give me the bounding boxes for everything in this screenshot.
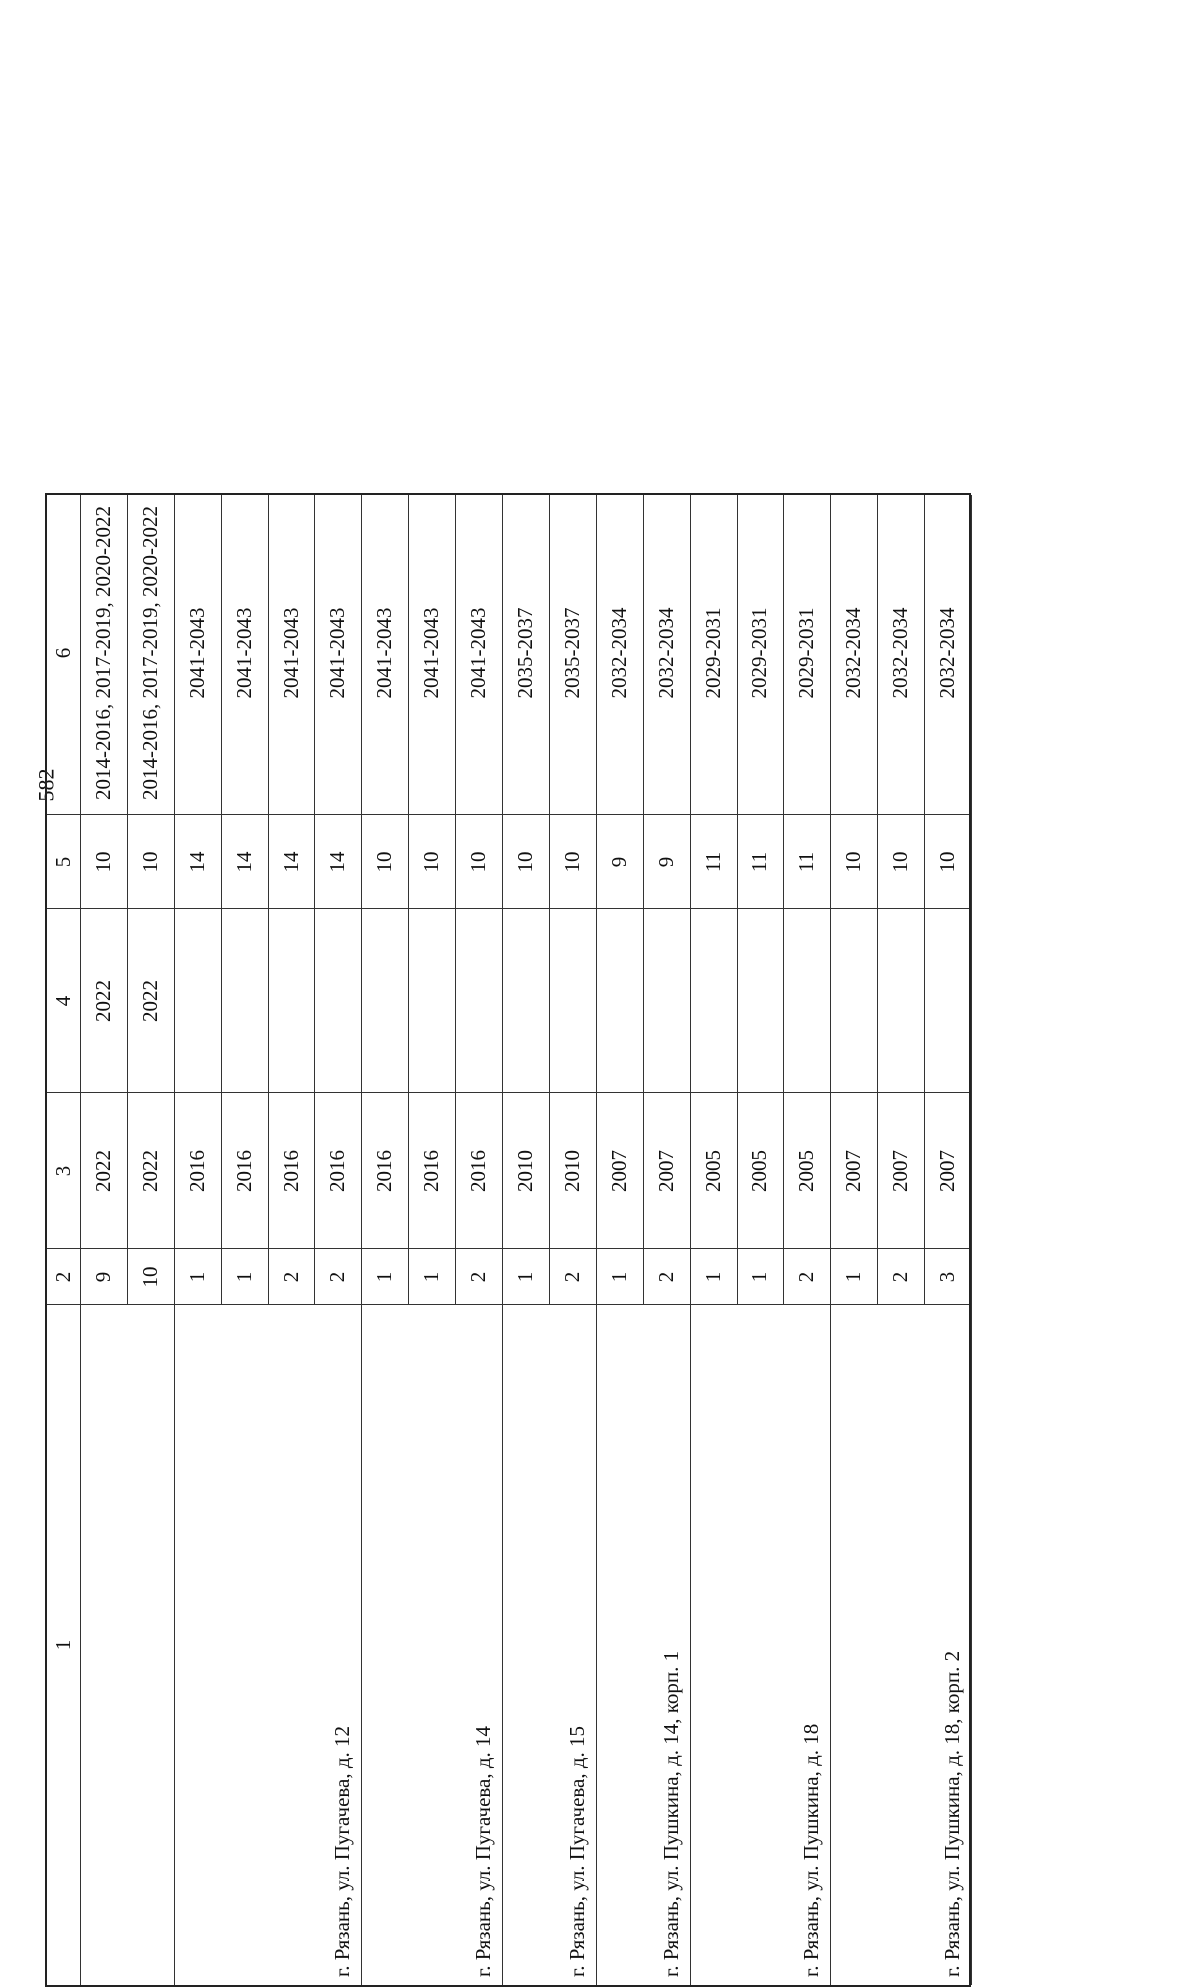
- table-cell-col4: [221, 909, 268, 1093]
- table-cell-col5: 10: [419, 851, 444, 873]
- table-cell-col2: 1: [841, 1271, 866, 1283]
- table-cell-col6: 2041-2043: [419, 607, 444, 699]
- table-cell-col2: 9: [90, 1271, 115, 1283]
- table-cell-col6: 2014-2016, 2017-2019, 2020-2022: [137, 506, 162, 800]
- table-cell-col5: 10: [466, 851, 491, 873]
- address-cell: г. Рязань, ул. Пугачева, д. 15: [564, 1725, 589, 1977]
- table-cell-col2: 1: [747, 1271, 772, 1283]
- table-cell-col2: 2: [794, 1271, 819, 1283]
- table-cell-col6: 2035-2037: [559, 607, 584, 699]
- table-cell-col5: 10: [137, 851, 162, 873]
- address-cell: г. Рязань, ул. Пугачева, д. 14: [471, 1725, 496, 1977]
- table-cell-col5: 14: [278, 851, 303, 873]
- table-cell-col6: 2029-2031: [794, 607, 819, 699]
- table-cell-col4: [549, 909, 596, 1093]
- table-cell-col4: [268, 909, 315, 1093]
- address-cell: г. Рязань, ул. Пушкина, д. 18: [799, 1723, 824, 1977]
- table-cell-col2: 2: [653, 1271, 678, 1283]
- table-cell-col4: 2022: [137, 980, 162, 1022]
- table-cell-col6: 2032-2034: [606, 607, 631, 699]
- table-cell-col2: 2: [278, 1271, 303, 1283]
- group-divider: [971, 1305, 972, 1985]
- address-cell: г. Рязань, ул. Пушкина, д. 14, корп. 1: [658, 1650, 683, 1977]
- data-table: [45, 493, 971, 1987]
- table-header-row: [47, 495, 81, 1985]
- table-cell-col6: 2041-2043: [278, 607, 303, 699]
- table-cell-col5: 14: [184, 851, 209, 873]
- table-cell-col5: 11: [794, 851, 819, 873]
- table-cell-col6: 2029-2031: [747, 607, 772, 699]
- address-cell: [80, 1305, 174, 1985]
- table-cell-col5: 10: [559, 851, 584, 873]
- table-cell-col6: 2032-2034: [888, 607, 913, 699]
- table-cell-col2: 2: [466, 1271, 491, 1283]
- table-cell-col6: 2041-2043: [184, 607, 209, 699]
- address-cell: г. Рязань, ул. Пушкина, д. 18, корп. 2: [939, 1650, 964, 1977]
- table-cell-col6: 2035-2037: [512, 607, 537, 699]
- table-cell-col6: 2041-2043: [372, 607, 397, 699]
- table-cell-col6: 2014-2016, 2017-2019, 2020-2022: [90, 506, 115, 800]
- table-cell-col3: 2005: [747, 1150, 772, 1192]
- table-cell-col3: 2005: [700, 1150, 725, 1192]
- table-cell-col6: 2032-2034: [653, 607, 678, 699]
- table-cell-col3: 2010: [512, 1150, 537, 1192]
- table-cell-col5: 10: [512, 851, 537, 873]
- table-cell-col3: 2016: [325, 1150, 350, 1192]
- table-cell-col6: 2029-2031: [700, 607, 725, 699]
- table-cell-col5: 10: [841, 851, 866, 873]
- table-cell-col6: 2041-2043: [325, 607, 350, 699]
- table-cell-col5: 14: [325, 851, 350, 873]
- table-cell-col3: 2016: [184, 1150, 209, 1192]
- table-cell-col4: [643, 909, 690, 1093]
- table-cell-col2: 3: [935, 1271, 960, 1283]
- table-cell-col4: [502, 909, 549, 1093]
- table-cell-col2: 2: [888, 1271, 913, 1283]
- table-cell-col2: 2: [559, 1271, 584, 1283]
- table-cell-col5: 9: [606, 856, 631, 868]
- table-cell-col2: 1: [372, 1271, 397, 1283]
- table-cell-col3: 2016: [278, 1150, 303, 1192]
- header-cell: 5: [51, 856, 75, 868]
- header-cell: 3: [51, 1165, 75, 1177]
- table-cell-col3: 2016: [466, 1150, 491, 1192]
- address-cell: г. Рязань, ул. Пугачева, д. 12: [330, 1725, 355, 1977]
- table-cell-col4: [455, 909, 502, 1093]
- table-cell-col4: [783, 909, 830, 1093]
- table-cell-col4: [690, 909, 737, 1093]
- table-cell-col4: [596, 909, 643, 1093]
- table-cell-col2: 1: [231, 1271, 256, 1283]
- header-cell: 2: [51, 1271, 75, 1283]
- table-cell-col4: [361, 909, 408, 1093]
- table-cell-col2: 10: [137, 1266, 162, 1288]
- header-cell: 1: [51, 1639, 75, 1651]
- table-cell-col3: 2005: [794, 1150, 819, 1192]
- table-cell-col5: 10: [935, 851, 960, 873]
- table-cell-col3: 2010: [559, 1150, 584, 1192]
- table-cell-col3: 2007: [653, 1150, 678, 1192]
- table-cell-col4: [174, 909, 221, 1093]
- table-cell-col5: 9: [653, 856, 678, 868]
- table-cell-col2: 1: [184, 1271, 209, 1283]
- table-cell-col3: 2022: [90, 1150, 115, 1192]
- table-cell-col3: 2007: [606, 1150, 631, 1192]
- table-cell-col3: 2016: [419, 1150, 444, 1192]
- header-cell: 6: [51, 647, 75, 659]
- table-cell-col4: [830, 909, 877, 1093]
- table-cell-col6: 2032-2034: [935, 607, 960, 699]
- table-cell-col3: 2016: [372, 1150, 397, 1192]
- table-cell-col4: [314, 909, 361, 1093]
- table-cell-col2: 1: [700, 1271, 725, 1283]
- table-cell-col5: 11: [747, 851, 772, 873]
- row-divider: [971, 495, 972, 1305]
- table-cell-col4: [408, 909, 455, 1093]
- table-cell-col3: 2016: [231, 1150, 256, 1192]
- table-cell-col5: 10: [90, 851, 115, 873]
- table-cell-col4: [924, 909, 971, 1093]
- table-cell-col3: 2022: [137, 1150, 162, 1192]
- table-cell-col6: 2041-2043: [466, 607, 491, 699]
- table-cell-col2: 2: [325, 1271, 350, 1283]
- table-cell-col2: 1: [512, 1271, 537, 1283]
- table-cell-col3: 2007: [935, 1150, 960, 1192]
- page-number: 582: [33, 768, 59, 802]
- table-cell-col5: 11: [700, 851, 725, 873]
- table-cell-col4: [877, 909, 924, 1093]
- table-cell-col2: 1: [606, 1271, 631, 1283]
- table-cell-col3: 2007: [841, 1150, 866, 1192]
- table-cell-col5: 14: [231, 851, 256, 873]
- table-cell-col3: 2007: [888, 1150, 913, 1192]
- table-cell-col2: 1: [419, 1271, 444, 1283]
- table-cell-col5: 10: [372, 851, 397, 873]
- table-cell-col4: [737, 909, 784, 1093]
- table-cell-col5: 10: [888, 851, 913, 873]
- table-cell-col4: 2022: [90, 980, 115, 1022]
- table-cell-col6: 2041-2043: [231, 607, 256, 699]
- table-cell-col6: 2032-2034: [841, 607, 866, 699]
- header-cell: 4: [51, 995, 75, 1007]
